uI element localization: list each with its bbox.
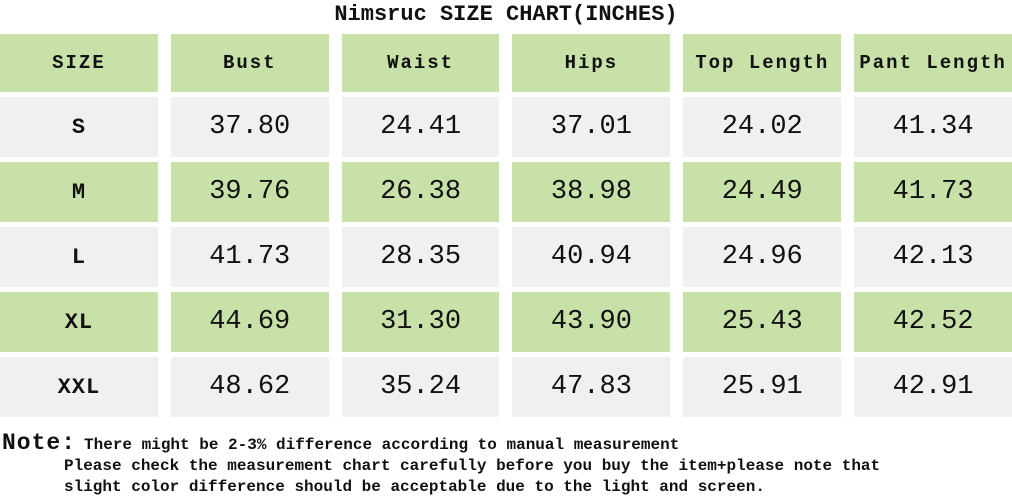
note-line-1: There might be 2-3% difference according to manual measurement <box>84 436 680 454</box>
value-cell-xxl-hips: 47.83 <box>512 357 670 417</box>
note-section <box>0 430 1012 498</box>
header-waist: Waist <box>342 34 500 92</box>
note-line-3: slight color difference should be acceptable due to the light and screen. <box>64 478 765 496</box>
note-line-2: Please check the measurement chart carefully before you buy the item+please note that <box>64 457 881 475</box>
size-cell-m: M <box>0 162 158 222</box>
header-size: SIZE <box>0 34 158 92</box>
page-title: Nimsruc SIZE CHART(INCHES) <box>334 2 678 27</box>
value-cell-xl-hips: 43.90 <box>512 292 670 352</box>
value-cell-m-hips: 38.98 <box>512 162 670 222</box>
value-cell-xl-bust: 44.69 <box>171 292 329 352</box>
value-cell-xxl-top-length: 25.91 <box>683 357 841 417</box>
value-cell-s-waist: 24.41 <box>342 97 500 157</box>
header-hips: Hips <box>512 34 670 92</box>
value-cell-m-waist: 26.38 <box>342 162 500 222</box>
value-cell-xl-top-length: 25.43 <box>683 292 841 352</box>
value-cell-s-top-length: 24.02 <box>683 97 841 157</box>
value-cell-xl-waist: 31.30 <box>342 292 500 352</box>
size-cell-xl: XL <box>0 292 158 352</box>
note-label: Note: <box>2 430 77 456</box>
header-bust: Bust <box>171 34 329 92</box>
value-cell-l-waist: 28.35 <box>342 227 500 287</box>
value-cell-m-pant-length: 41.73 <box>854 162 1012 222</box>
value-cell-s-bust: 37.80 <box>171 97 329 157</box>
value-cell-l-pant-length: 42.13 <box>854 227 1012 287</box>
value-cell-xxl-bust: 48.62 <box>171 357 329 417</box>
value-cell-xxl-waist: 35.24 <box>342 357 500 417</box>
header-pant-length: Pant Length <box>854 34 1012 92</box>
value-cell-l-bust: 41.73 <box>171 227 329 287</box>
note-first-line <box>2 430 1012 456</box>
header-top-length: Top Length <box>683 34 841 92</box>
size-table <box>0 34 1012 417</box>
value-cell-s-pant-length: 41.34 <box>854 97 1012 157</box>
value-cell-xl-pant-length: 42.52 <box>854 292 1012 352</box>
value-cell-l-top-length: 24.96 <box>683 227 841 287</box>
size-cell-xxl: XXL <box>0 357 158 417</box>
value-cell-xxl-pant-length: 42.91 <box>854 357 1012 417</box>
value-cell-m-bust: 39.76 <box>171 162 329 222</box>
size-cell-l: L <box>0 227 158 287</box>
value-cell-l-hips: 40.94 <box>512 227 670 287</box>
value-cell-m-top-length: 24.49 <box>683 162 841 222</box>
size-cell-s: S <box>0 97 158 157</box>
value-cell-s-hips: 37.01 <box>512 97 670 157</box>
